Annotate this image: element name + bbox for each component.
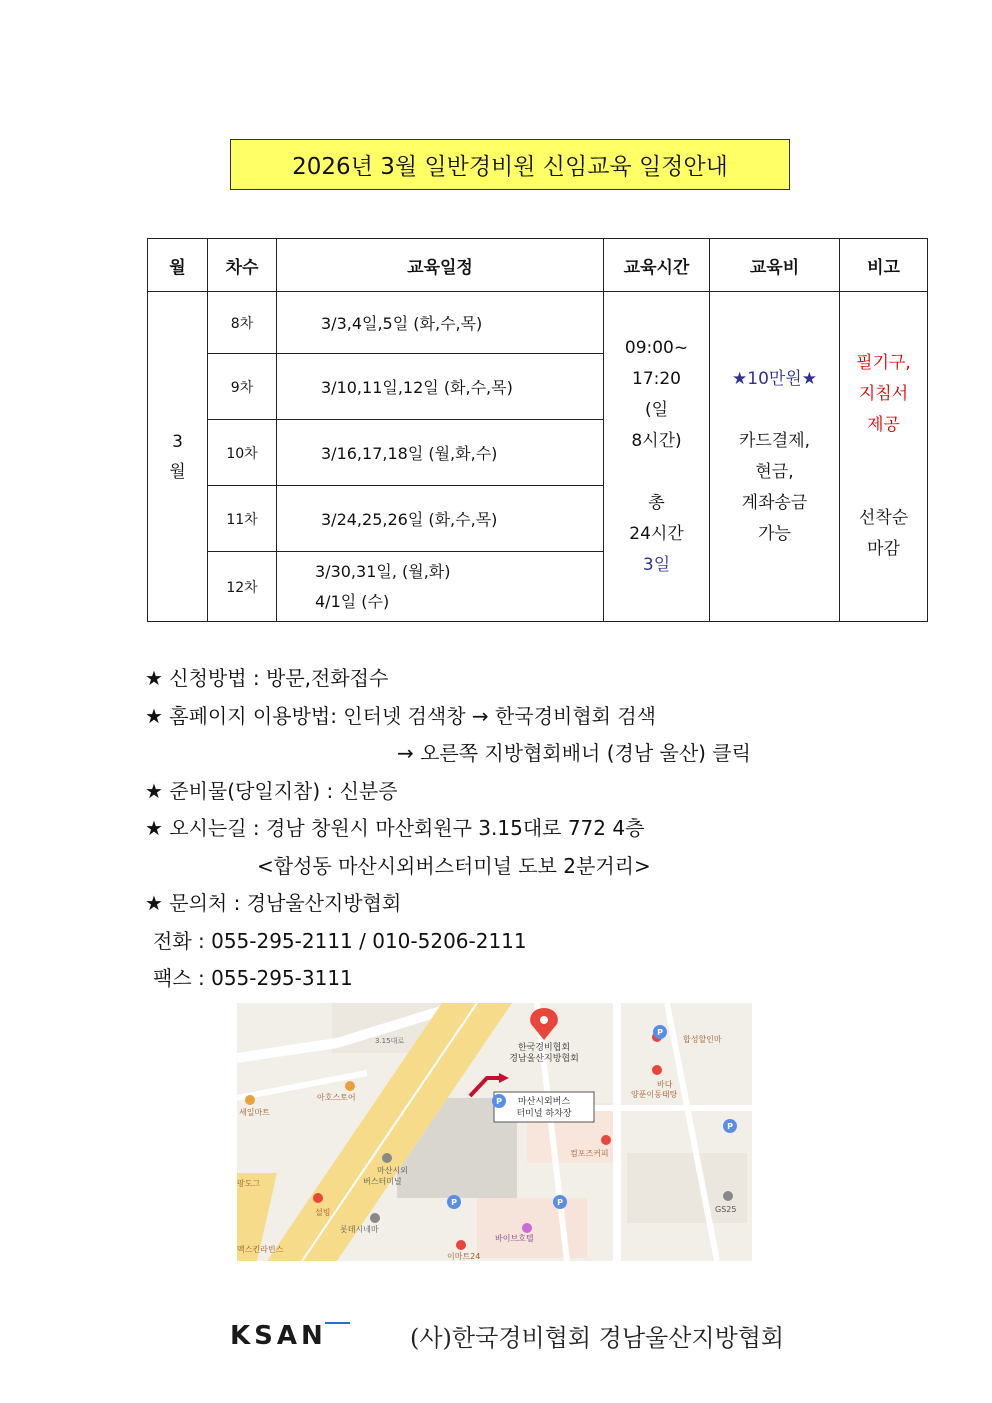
svg-text:양푼이동태탕: 양푼이동태탕 <box>631 1090 678 1099</box>
dates-cell: 3/3,4일,5일 (화,수,목) <box>277 292 604 354</box>
footer-org-name: (사)한국경비협회 경남울산지방협회 <box>410 1323 785 1352</box>
svg-text:KSAN: KSAN <box>230 1321 327 1350</box>
fee-price: ★10만원★ <box>732 368 817 389</box>
svg-text:바이브호텔: 바이브호텔 <box>495 1234 534 1243</box>
fee-cell: ★10만원★ 카드결제, 현금, 계좌송금 가능 <box>710 292 840 622</box>
header-note: 비고 <box>840 239 928 292</box>
month-cell: 3 월 <box>148 292 208 622</box>
dates-cell: 3/10,11일,12일 (화,수,목) <box>277 354 604 420</box>
session-cell: 11차 <box>208 486 277 552</box>
svg-text:버스터미널: 버스터미널 <box>363 1177 402 1186</box>
dates-cell: 3/24,25,26일 (화,수,목) <box>277 486 604 552</box>
svg-text:P: P <box>496 1097 502 1106</box>
svg-text:마산시외: 마산시외 <box>377 1166 408 1175</box>
svg-text:합성할인마: 합성할인마 <box>683 1035 722 1044</box>
svg-text:한국경비협회: 한국경비협회 <box>517 1043 571 1053</box>
header-month: 월 <box>148 239 208 292</box>
svg-text:마산시외버스: 마산시외버스 <box>517 1097 571 1107</box>
header-time: 교육시간 <box>604 239 710 292</box>
directions-note: <합성동 마산시외버스터미널 도보 2분거리> <box>257 853 651 878</box>
info-section <box>145 660 751 998</box>
svg-text:P: P <box>727 1122 733 1131</box>
phone: 전화 : 055-295-2111 / 010-5206-2111 <box>153 928 527 953</box>
location-map <box>237 1003 752 1261</box>
session-cell: 12차 <box>208 552 277 622</box>
svg-text:세일마트: 세일마트 <box>239 1108 270 1117</box>
session-cell: 10차 <box>208 420 277 486</box>
time-cell: 09:00~ 17:20 (일 8시간) 총 24시간 3일 <box>604 292 710 622</box>
svg-text:아호스토어: 아호스토어 <box>317 1093 356 1102</box>
svg-text:맥스킨라빈스: 맥스킨라빈스 <box>237 1245 284 1254</box>
table-header-row <box>148 239 928 292</box>
homepage-usage: ★ 홈페이지 이용방법: 인터넷 검색창 → 한국경비협회 검색 <box>145 703 656 728</box>
apply-method: ★ 신청방법 : 방문,전화접수 <box>145 666 389 690</box>
svg-text:P: P <box>557 1198 563 1207</box>
table-row <box>148 292 928 354</box>
svg-text:3.15대로: 3.15대로 <box>375 1037 405 1045</box>
svg-text:설빙: 설빙 <box>315 1208 331 1217</box>
fax: 팩스 : 055-295-3111 <box>153 966 353 990</box>
session-cell: 8차 <box>208 292 277 354</box>
header-schedule: 교육일정 <box>277 239 604 292</box>
svg-text:컴포즈커피: 컴포즈커피 <box>570 1149 609 1158</box>
svg-text:이마트24: 이마트24 <box>447 1252 481 1261</box>
svg-text:P: P <box>451 1198 457 1207</box>
svg-text:팡도그: 팡도그 <box>237 1179 261 1188</box>
items-to-bring: ★ 준비물(당일지참) : 신분증 <box>145 778 398 803</box>
dates-cell: 3/30,31일, (월,화) 4/1일 (수) <box>277 552 604 622</box>
svg-text:경남울산지방협회: 경남울산지방협회 <box>509 1054 579 1064</box>
ksan-logo <box>230 1320 390 1350</box>
svg-text:터미널 하차장: 터미널 하차장 <box>516 1109 572 1119</box>
svg-text:롯데시네마: 롯데시네마 <box>340 1225 379 1234</box>
note-cell: 필기구, 지침서 제공 선착순 마감 <box>840 292 928 622</box>
dates-cell: 3/16,17,18일 (월,화,수) <box>277 420 604 486</box>
svg-text:GS25: GS25 <box>715 1205 737 1214</box>
session-cell: 9차 <box>208 354 277 420</box>
footer <box>230 1315 784 1355</box>
contact: ★ 문의처 : 경남울산지방협회 <box>145 891 402 915</box>
header-fee: 교육비 <box>710 239 840 292</box>
page-title: 2026년 3월 일반경비원 신임교육 일정안내 <box>230 139 790 190</box>
schedule-table <box>147 238 928 622</box>
homepage-usage-cont: → 오른쪽 지방협회배너 (경남 울산) 클릭 <box>397 741 751 765</box>
svg-text:바다: 바다 <box>657 1080 673 1089</box>
svg-text:P: P <box>657 1028 663 1037</box>
directions: ★ 오시는길 : 경남 창원시 마산회원구 3.15대로 772 4층 <box>145 816 645 840</box>
header-session: 차수 <box>208 239 277 292</box>
